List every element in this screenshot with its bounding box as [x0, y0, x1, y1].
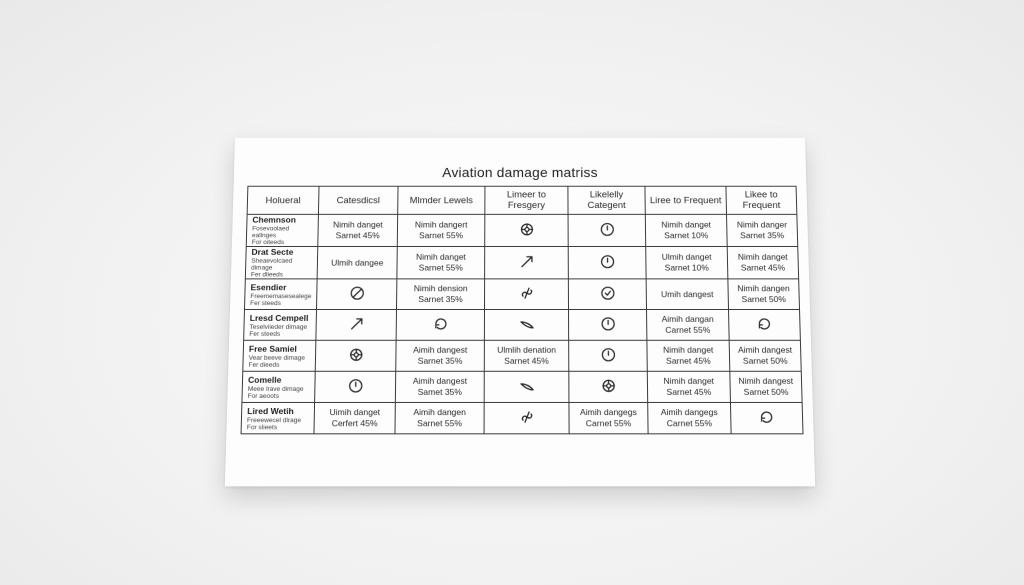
clock-icon	[599, 253, 615, 269]
cell-label: Aimih dangegs	[579, 407, 637, 418]
row-note: Fer dieeds	[248, 361, 280, 369]
table-row	[244, 309, 801, 340]
cell-value: Carnet 55%	[665, 324, 711, 335]
matrix-cell	[569, 340, 648, 371]
cell-value: Sarnet 10%	[664, 262, 710, 273]
cell-value: Sarnet 50%	[742, 355, 788, 366]
matrix-cell	[315, 340, 396, 371]
matrix-cell	[396, 309, 484, 340]
matrix-cell	[569, 402, 648, 433]
check-circle-icon	[599, 285, 615, 301]
cell-label: Nimih dangert	[414, 219, 468, 230]
wing-icon	[518, 315, 534, 331]
row-note: Fer steeds	[249, 330, 281, 338]
row-title: Comelle	[247, 374, 282, 385]
row-subtitle: Teselviieder dimage	[249, 323, 308, 331]
matrix-cell	[315, 371, 396, 402]
cell-label: Aimih dangegs	[660, 407, 718, 418]
gear-icon	[519, 221, 535, 237]
matrix-cell	[484, 279, 568, 310]
table-row	[245, 247, 798, 279]
matrix-cell	[647, 309, 730, 340]
cell-label: Nimih danget	[332, 219, 383, 230]
row-title: Free Samiel	[248, 343, 297, 354]
column-header-4: Limeer to Fresgery	[485, 186, 568, 214]
cell-label: Nimih danget	[663, 375, 715, 386]
row-note: For aeoots	[247, 392, 280, 400]
clock-icon	[600, 346, 616, 362]
table-row	[246, 214, 798, 246]
matrix-cell	[318, 214, 398, 246]
cell-label: Aimih dangest	[412, 375, 468, 386]
row-note: Fer steeds	[250, 299, 281, 307]
row-title: Lired Wetih	[247, 405, 294, 416]
matrix-cell	[646, 279, 728, 310]
matrix-cell	[648, 402, 731, 433]
cell-label: Aimih dangan	[661, 313, 714, 324]
page-title: Aviation damage matriss	[442, 164, 598, 180]
row-header	[244, 309, 317, 340]
row-subtitle: Meee lrave dimage	[247, 385, 304, 393]
refresh-icon	[756, 315, 772, 331]
matrix-cell	[730, 402, 803, 433]
cell-label: Aimih dangen	[413, 407, 466, 418]
row-title: Chemnson	[252, 214, 297, 225]
row-header	[246, 214, 318, 246]
cell-label: Nimih danget	[737, 251, 788, 262]
cell-value: Sarnet 55%	[417, 418, 463, 429]
cell-value: Sarnet 50%	[741, 294, 787, 305]
cell-label: Uimih danget	[329, 407, 381, 418]
wing-icon	[518, 377, 534, 393]
matrix-cell	[397, 214, 485, 246]
matrix-cell	[647, 371, 730, 402]
row-note: Fer dlieeds	[250, 271, 284, 279]
row-header	[241, 402, 315, 433]
cell-label: Nimih danget	[662, 344, 714, 355]
row-header	[244, 279, 317, 310]
matrix-cell	[316, 309, 397, 340]
link-icon	[518, 409, 534, 425]
row-header	[242, 371, 315, 402]
cell-value: Sarnet 45%	[335, 230, 380, 241]
cell-value: Sarnet 55%	[418, 262, 463, 273]
table-row	[243, 340, 801, 371]
row-subtitle: Freeewecel dlrage	[246, 416, 302, 424]
cell-label: Ulmlih denation	[497, 344, 556, 355]
row-subtitle: Vear beeve dimage	[248, 354, 306, 362]
table-row	[244, 279, 799, 310]
matrix-cell	[729, 340, 801, 371]
cell-label: Umih dangest	[660, 288, 714, 299]
gear-icon	[600, 377, 616, 393]
cell-label: Nimih dangen	[737, 283, 790, 294]
cell-value: Sarnet 55%	[418, 230, 464, 241]
cell-value: Sarnet 50%	[743, 386, 789, 397]
matrix-cell	[568, 247, 646, 279]
matrix-cell	[395, 371, 484, 402]
matrix-cell	[727, 247, 798, 279]
row-title: Drat Secte	[251, 247, 294, 257]
matrix-cell	[397, 247, 485, 279]
row-subtitle: Sheaevolcaed dimage	[251, 257, 293, 272]
cell-label: Nimih dension	[413, 283, 468, 294]
damage-matrix-table	[241, 186, 804, 435]
matrix-cell	[568, 279, 646, 310]
column-header-3: Mlmder Lewels	[398, 186, 485, 214]
matrix-cell	[314, 402, 395, 433]
matrix-sheet	[225, 138, 815, 487]
column-header-5: Likelelly Categent	[568, 186, 645, 214]
row-title: Esendier	[250, 281, 287, 292]
matrix-cell	[484, 371, 569, 402]
matrix-cell	[396, 279, 484, 310]
cell-value: Sarnet 35%	[418, 294, 463, 305]
cell-value: Samet 35%	[417, 386, 463, 397]
matrix-cell	[395, 402, 484, 433]
matrix-cell	[317, 247, 397, 279]
cell-value: Carnet 55%	[666, 418, 713, 429]
refresh-icon	[758, 409, 775, 425]
matrix-cell	[396, 340, 485, 371]
matrix-cell	[728, 279, 800, 310]
matrix-cell	[316, 279, 396, 310]
clock-icon	[600, 315, 616, 331]
matrix-cell	[569, 371, 648, 402]
column-header-6: Liree to Frequent	[645, 186, 727, 214]
row-header	[243, 340, 316, 371]
refresh-icon	[432, 315, 448, 331]
header-row	[247, 186, 797, 214]
table-row	[242, 371, 802, 402]
row-header	[245, 247, 317, 279]
cell-label: Nimih dangest	[738, 375, 794, 386]
matrix-cell	[485, 214, 568, 246]
row-subtitle: Freememasesealege	[250, 292, 312, 300]
cell-value: Sarnet 35%	[417, 355, 463, 366]
matrix-cell	[485, 247, 569, 279]
row-note: For oiteeds	[251, 239, 285, 247]
cell-value: Sarnet 45%	[740, 262, 786, 273]
cell-value: Sarnet 45%	[665, 355, 711, 366]
cell-label: Aimih dangest	[413, 344, 468, 355]
row-subtitle: Fosevoolaed eallnges	[251, 225, 290, 240]
cell-value: Sarnet 10%	[664, 230, 709, 241]
cell-label: Aimih dangest	[737, 344, 793, 355]
matrix-cell	[727, 214, 798, 246]
gear-icon	[348, 346, 364, 362]
column-header-7: Likee to Frequent	[726, 186, 797, 214]
matrix-cell	[647, 340, 730, 371]
matrix-cell	[484, 402, 569, 433]
arrow-icon	[348, 315, 364, 331]
arrow-icon	[519, 253, 535, 269]
clock-icon	[347, 377, 363, 393]
table-row	[241, 402, 803, 433]
column-header-1: Holueral	[247, 186, 319, 214]
row-title: Lresd Cempell	[249, 312, 309, 323]
cell-label: Nimih danget	[415, 251, 466, 262]
cell-value: Sarnet 45%	[666, 386, 712, 397]
matrix-cell	[730, 371, 802, 402]
cell-value: Cerfert 45%	[331, 418, 378, 429]
matrix-cell	[646, 247, 728, 279]
row-note: For slieets	[246, 423, 278, 431]
column-header-2: Catesdicsl	[318, 186, 398, 214]
matrix-cell	[729, 309, 801, 340]
no-sign-icon	[349, 285, 365, 301]
link-icon	[519, 285, 535, 301]
clock-icon	[599, 221, 615, 237]
matrix-cell	[569, 309, 647, 340]
cell-label: Nimih danget	[661, 219, 712, 230]
cell-value: Sarnet 35%	[740, 230, 785, 241]
cell-label: Ulmih dangee	[331, 257, 384, 268]
cell-label: Nimih danger	[736, 219, 788, 230]
matrix-cell	[645, 214, 727, 246]
cell-label: Ulmih danget	[661, 251, 712, 262]
cell-value: Sarnet 45%	[504, 355, 549, 366]
matrix-cell	[568, 214, 646, 246]
cell-value: Carnet 55%	[585, 418, 632, 429]
matrix-cell	[484, 340, 569, 371]
matrix-cell	[484, 309, 568, 340]
